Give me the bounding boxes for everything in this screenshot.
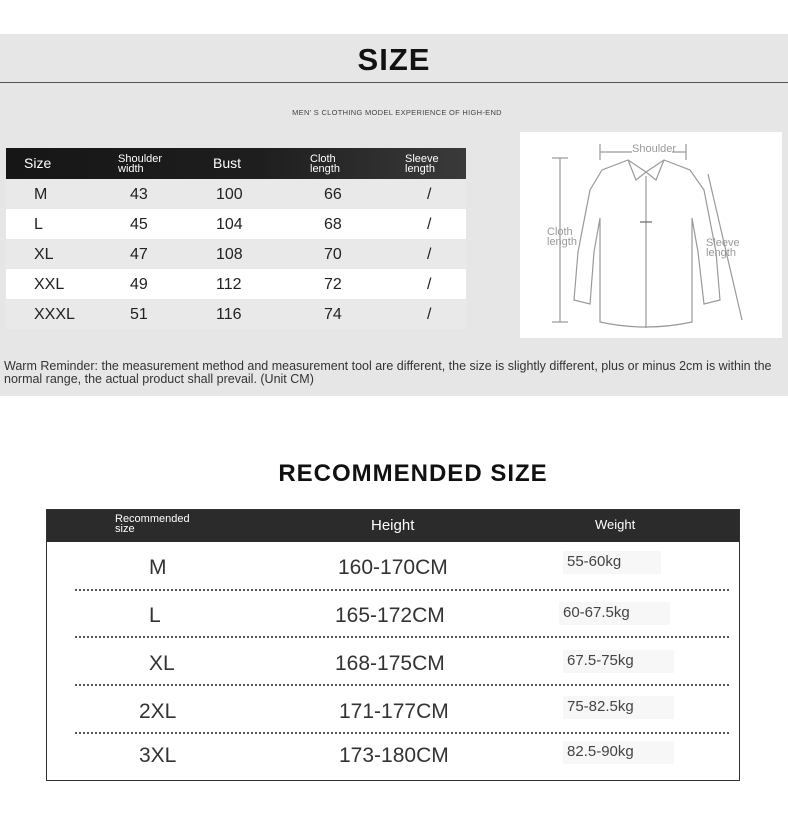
rec-size: M bbox=[149, 556, 167, 579]
cell-sleeve-length: / bbox=[427, 186, 432, 203]
rec-weight: 82.5-90kg bbox=[563, 741, 674, 764]
rec-size: 3XL bbox=[139, 744, 177, 767]
label-sleeve-length: Sleeve length bbox=[706, 237, 740, 259]
rec-weight: 55-60kg bbox=[563, 551, 661, 574]
cell-bust: 104 bbox=[216, 216, 243, 233]
col-header-height: Height bbox=[371, 517, 415, 534]
rec-weight: 75-82.5kg bbox=[563, 696, 674, 719]
col-header-cloth-length: Cloth length bbox=[310, 153, 340, 175]
cell-size: L bbox=[34, 216, 43, 233]
cell-shoulder: 51 bbox=[130, 306, 148, 323]
cell-size: XL bbox=[34, 246, 54, 263]
col-header-shoulder: Shoulder width bbox=[118, 153, 163, 175]
col-header-bust: Bust bbox=[213, 155, 242, 171]
cell-cloth-length: 68 bbox=[324, 216, 342, 233]
size-chart-table bbox=[6, 148, 466, 329]
cell-cloth-length: 70 bbox=[324, 246, 342, 263]
cell-size: XXL bbox=[34, 276, 65, 293]
cell-bust: 108 bbox=[216, 246, 243, 263]
cell-sleeve-length: / bbox=[427, 216, 432, 233]
col-header-size: Size bbox=[24, 155, 52, 171]
dotted-divider bbox=[75, 636, 729, 638]
cell-cloth-length: 74 bbox=[324, 306, 342, 323]
rec-height: 173-180CM bbox=[339, 744, 449, 767]
cell-cloth-length: 66 bbox=[324, 186, 342, 203]
rec-size: XL bbox=[149, 652, 175, 675]
subtitle: MEN' S CLOTHING MODEL EXPERIENCE OF HIGH-END bbox=[292, 108, 502, 117]
recommended-title: RECOMMENDED SIZE bbox=[278, 460, 548, 487]
rec-size: L bbox=[149, 604, 161, 627]
label-cloth-length: Cloth length bbox=[547, 226, 577, 248]
title-divider bbox=[0, 82, 788, 83]
rec-weight: 67.5-75kg bbox=[563, 650, 674, 673]
cell-bust: 100 bbox=[216, 186, 243, 203]
shirt-measurement-diagram bbox=[520, 132, 782, 338]
dotted-divider bbox=[75, 589, 729, 591]
cell-size: XXXL bbox=[34, 306, 75, 323]
recommended-size-table bbox=[46, 509, 740, 781]
table-row bbox=[6, 179, 466, 209]
recommended-header bbox=[47, 510, 739, 542]
rec-size: 2XL bbox=[139, 700, 177, 723]
col-header-weight: Weight bbox=[595, 517, 636, 532]
table-row bbox=[6, 269, 466, 299]
cell-sleeve-length: / bbox=[427, 276, 432, 293]
rec-height: 165-172CM bbox=[335, 604, 445, 627]
table-row bbox=[6, 299, 466, 329]
cell-shoulder: 49 bbox=[130, 276, 148, 293]
cell-bust: 112 bbox=[216, 276, 242, 293]
page-title: SIZE bbox=[357, 42, 431, 77]
size-chart-header bbox=[6, 148, 466, 179]
table-row bbox=[6, 209, 466, 239]
cell-sleeve-length: / bbox=[427, 246, 432, 263]
cell-shoulder: 45 bbox=[130, 216, 148, 233]
dotted-divider bbox=[75, 684, 729, 686]
warm-reminder-note: Warm Reminder: the measurement method and measurement tool are different, the size is slightly different, plus or minus 2cm is within the normal range, the actual product shall prevail. (Unit CM) bbox=[4, 359, 772, 386]
dotted-divider bbox=[75, 732, 729, 734]
cell-size: M bbox=[34, 186, 48, 203]
cell-shoulder: 43 bbox=[130, 186, 148, 203]
table-row bbox=[47, 736, 739, 784]
cell-sleeve-length: / bbox=[427, 306, 432, 323]
col-header-sleeve-length: Sleeve length bbox=[405, 153, 439, 175]
rec-weight: 60-67.5kg bbox=[559, 602, 670, 625]
label-shoulder: Shoulder bbox=[632, 143, 677, 155]
cell-bust: 116 bbox=[216, 306, 242, 323]
cell-shoulder: 47 bbox=[130, 246, 148, 263]
cell-cloth-length: 72 bbox=[324, 276, 342, 293]
rec-height: 171-177CM bbox=[339, 700, 449, 723]
rec-height: 160-170CM bbox=[338, 556, 448, 579]
rec-height: 168-175CM bbox=[335, 652, 445, 675]
table-row bbox=[6, 239, 466, 269]
col-header-recommended-size: Recommended size bbox=[115, 513, 190, 535]
